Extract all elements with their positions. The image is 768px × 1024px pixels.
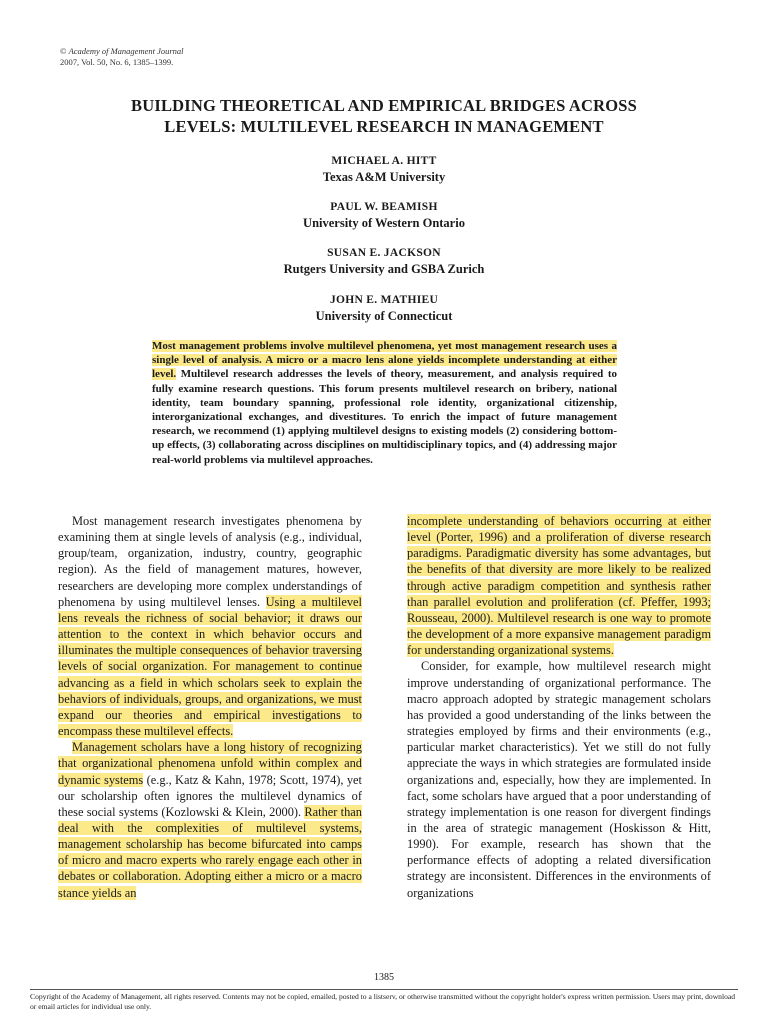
body-highlight: Management scholars have a long history of recognizing that organizational phenomena unfold within complex and dynamic systems bbox=[58, 740, 362, 787]
author-name: SUSAN E. JACKSON bbox=[327, 247, 441, 259]
body-text: Most management research investigates phenomena by examining them at single levels of analysis (e.g., individual, group/team, organization, industry, country, geographic region). As the field of management matures, however, researchers are developing more complex understandings of phenomena by using multilevel lenses. bbox=[58, 514, 362, 609]
body-text: (e.g., Katz & Kahn, 1978; Scott, 1974), yet our scholarship often ignores the multilevel dynamics of these social systems (Kozlowski & Klein, 2000). bbox=[58, 772, 362, 819]
author-affiliation: Texas A&M University bbox=[322, 170, 446, 184]
author-name: PAUL W. BEAMISH bbox=[330, 201, 438, 213]
article-title bbox=[60, 95, 708, 137]
author-affiliation: University of Western Ontario bbox=[303, 216, 465, 230]
body-highlight: Using a multilevel lens reveals the richness of social behavior; it draws our attention to the context in which behavior occurs and illuminates the multiple consequences of behavior traversing levels of social organization. For management to continue advancing as a field in which scholars seek to explain the behaviors of individuals, groups, and organizations, we must expand our theories and empirical investigations to encompass these multilevel effects. bbox=[58, 594, 362, 739]
body-paragraph bbox=[407, 513, 711, 658]
author-affiliation: Rutgers University and GSBA Zurich bbox=[283, 262, 485, 276]
body-highlight: incomplete understanding of behaviors occurring at either level (Porter, 1996) and a proliferation of diverse research paradigms. Paradigmatic diversity has some advantages, but the benefits of that diversity are more likely to be realized through active paradigm competition and synthesis rather than parallel evolution and proliferation (cf. Pfeffer, 1993; Rousseau, 2000). Multilevel research is one way to promote the development of a more expansive management paradigm for understanding organizational systems. bbox=[407, 514, 711, 658]
copyright-notice: Copyright of the Academy of Management, all rights reserved. Contents may not be copied, emailed, posted to a listserv, or otherwise transmitted without the copyright holder's express written permission. Users may print, download or email articles for individual use only. bbox=[30, 992, 736, 1011]
abstract bbox=[152, 339, 617, 467]
title-line-2: LEVELS: MULTILEVEL RESEARCH IN MANAGEMENT bbox=[164, 117, 604, 136]
abstract-text: Multilevel research addresses the levels of theory, measurement, and analysis required to fully examine research questions. This forum presents multilevel research on bribery, national identity, team boundary spanning, professional role identity, organizational citizenship, interorganizational exchanges, and divestitures. To enrich the impact of future management research, we recommend (1) applying multilevel designs to existing models (2) considering bottom-up effects, (3) collaborating across disciplines on multidisciplinary topics, and (4) addressing major real-world problems via multilevel approaches. bbox=[152, 368, 617, 466]
author-block bbox=[60, 292, 708, 324]
journal-header bbox=[60, 46, 184, 68]
body-paragraph bbox=[58, 513, 362, 739]
copyright-symbol: © bbox=[60, 46, 67, 56]
body-highlight: Rather than deal with the complexities of multilevel systems, management scholarship has become bifurcated into camps of micro and macro experts who rarely engage each other in debates or collaboration. Adopting either a micro or a macro stance yields an bbox=[58, 804, 362, 900]
footer-divider bbox=[30, 989, 738, 990]
page-number: 1385 bbox=[374, 972, 394, 983]
body-paragraph bbox=[407, 658, 711, 900]
abstract-highlight: Most management problems involve multilevel phenomena, yet most management research uses a single level of analysis. A micro or a macro lens alone yields incomplete understanding at either level. bbox=[152, 340, 617, 381]
author-block bbox=[60, 199, 708, 231]
author-block bbox=[60, 153, 708, 185]
journal-citation: 2007, Vol. 50, No. 6, 1385–1399. bbox=[60, 57, 174, 67]
author-block bbox=[60, 245, 708, 277]
title-line-1: BUILDING THEORETICAL AND EMPIRICAL BRIDGES ACROSS bbox=[131, 96, 637, 115]
body-column-left bbox=[58, 513, 362, 901]
author-affiliation: University of Connecticut bbox=[315, 309, 453, 323]
body-text: Consider, for example, how multilevel research might improve understanding of organizational performance. The macro approach adopted by strategic management scholars has provided a good understanding of the links between the strategies employed by firms and their environments (e.g., particular market characteristics). Yet we still do not fully appreciate the ways in which strategies are formulated inside organizations and, especially, how they are implemented. In fact, some scholars have argued that a poor understanding of strategy implementation is one reason for divergent findings in the area of strategic management (Hoskisson & Hitt, 1990). For example, research has shown that the performance effects of adopting a related diversification strategy are inconsistent. Differences in the environments of organizations bbox=[407, 659, 711, 900]
body-paragraph bbox=[58, 739, 362, 901]
author-name: MICHAEL A. HITT bbox=[331, 155, 437, 167]
body-column-right bbox=[407, 513, 711, 901]
journal-name: Academy of Management Journal bbox=[68, 46, 184, 56]
author-name: JOHN E. MATHIEU bbox=[329, 294, 439, 306]
